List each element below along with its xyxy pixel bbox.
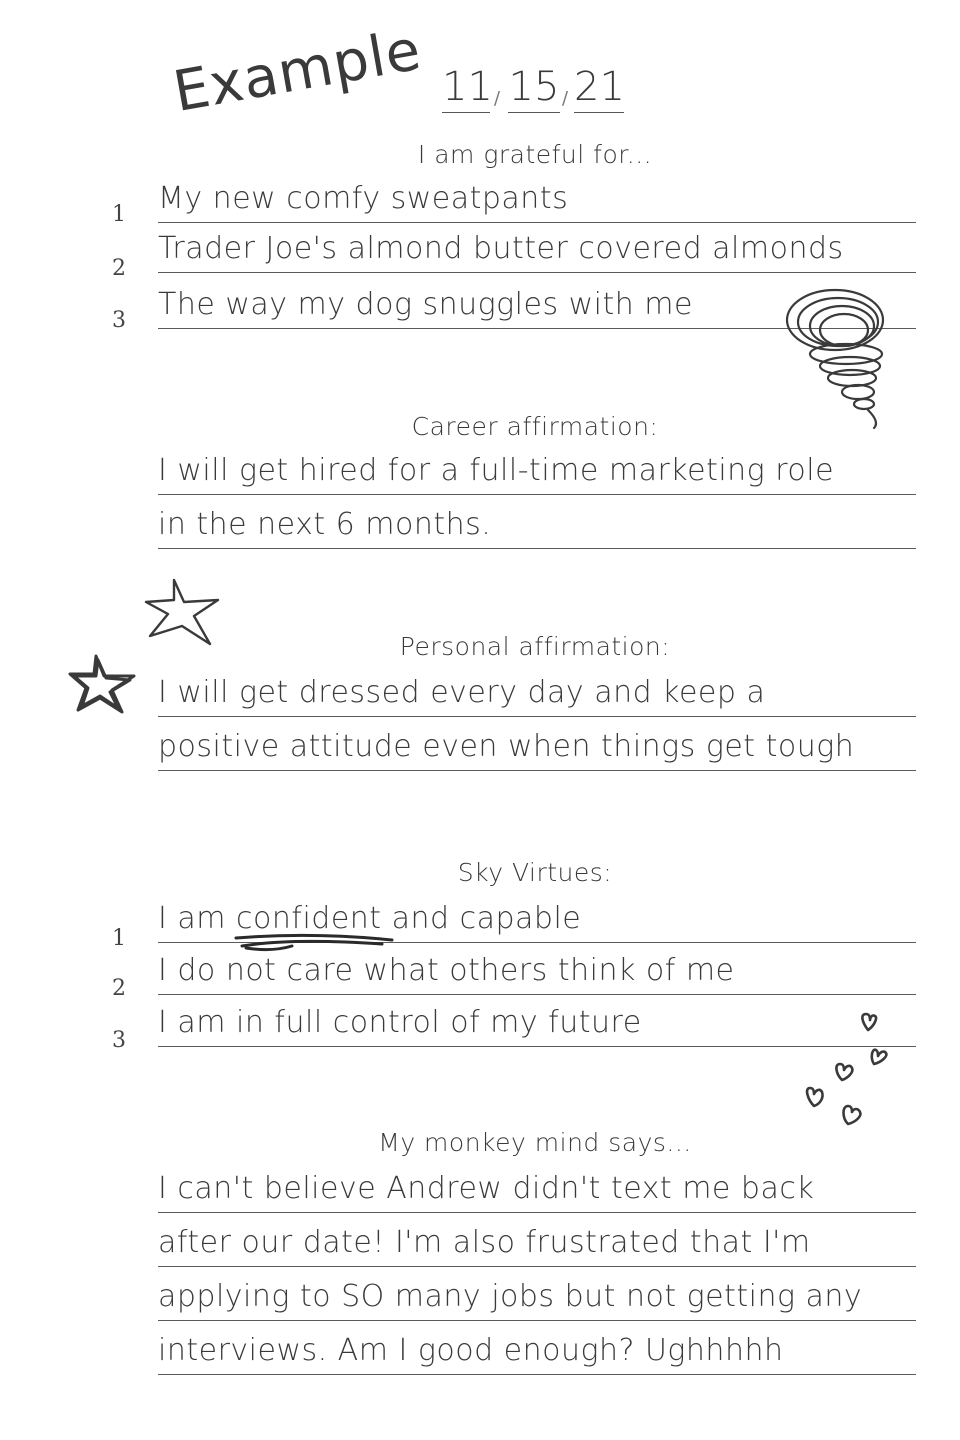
virtue-item: I am in full control of my future bbox=[158, 1000, 916, 1047]
date-month: 11 bbox=[442, 64, 490, 113]
scribble-swirl-icon bbox=[780, 282, 900, 432]
grateful-number: 2 bbox=[112, 256, 126, 281]
career-heading: Career affirmation: bbox=[411, 412, 659, 441]
virtue-text-before: I am bbox=[158, 901, 237, 936]
date-day: 15 bbox=[508, 64, 560, 113]
grateful-item: Trader Joe's almond butter covered almonds bbox=[158, 226, 916, 273]
monkey-line: I can't believe Andrew didn't text me back bbox=[158, 1166, 916, 1213]
virtue-number: 3 bbox=[112, 1028, 126, 1053]
career-line: in the next 6 months. bbox=[158, 502, 916, 549]
personal-heading: Personal affirmation: bbox=[399, 632, 671, 661]
date-separator: / bbox=[494, 88, 501, 109]
virtue-item bbox=[158, 896, 916, 943]
date-year: 21 bbox=[574, 64, 624, 113]
grateful-number: 3 bbox=[112, 308, 126, 333]
date-separator: / bbox=[562, 88, 569, 109]
heart-icon bbox=[798, 1008, 898, 1138]
grateful-item: The way my dog snuggles with me bbox=[158, 282, 916, 329]
personal-line: I will get dressed every day and keep a bbox=[158, 670, 916, 717]
career-line: I will get hired for a full-time marketing role bbox=[158, 448, 916, 495]
page-title: Example bbox=[168, 17, 427, 126]
grateful-number: 1 bbox=[112, 202, 126, 227]
virtue-underlined-word: confident bbox=[236, 896, 382, 942]
personal-line: positive attitude even when things get tough bbox=[158, 724, 916, 771]
monkey-line: applying to SO many jobs but not getting any bbox=[158, 1274, 916, 1321]
monkey-heading: My monkey mind says... bbox=[378, 1128, 692, 1157]
monkey-line: after our date! I'm also frustrated that I'm bbox=[158, 1220, 916, 1267]
monkey-line: interviews. Am I good enough? Ughhhhh bbox=[158, 1328, 916, 1375]
virtue-text-after: and capable bbox=[381, 901, 582, 936]
virtues-heading: Sky Virtues: bbox=[457, 858, 613, 887]
virtue-number: 1 bbox=[112, 926, 126, 951]
grateful-heading: I am grateful for... bbox=[417, 140, 653, 169]
grateful-item: My new comfy sweatpants bbox=[158, 176, 916, 223]
virtue-item: I do not care what others think of me bbox=[158, 948, 916, 995]
virtue-number: 2 bbox=[112, 976, 126, 1001]
